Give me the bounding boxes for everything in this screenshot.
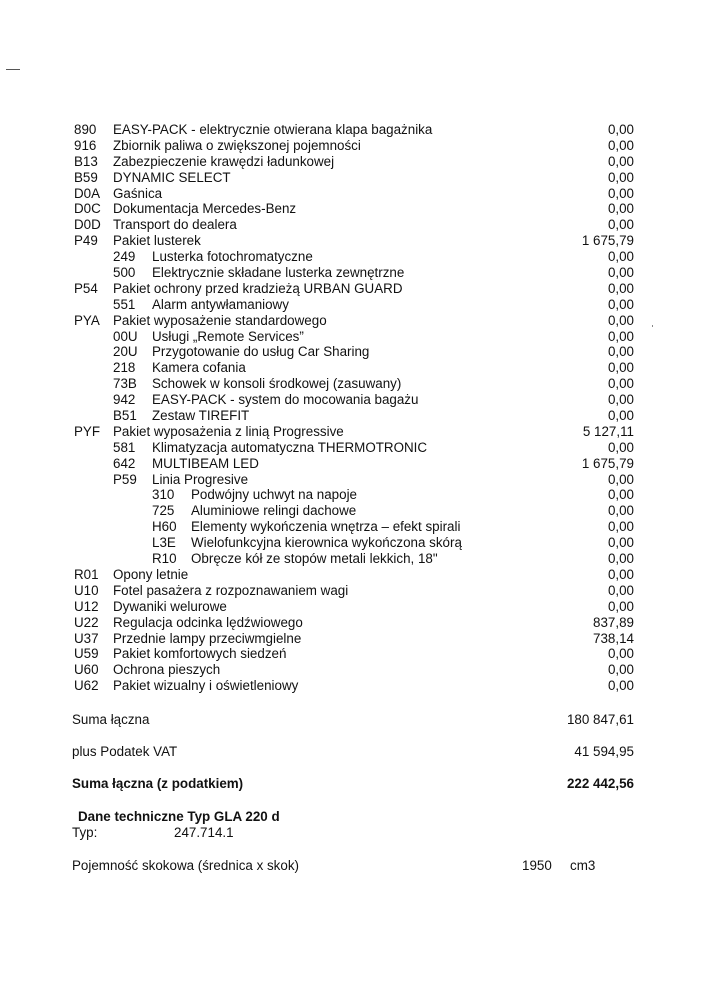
item-price: 0,00 — [607, 280, 634, 296]
item-name: Przednie lampy przeciwmgielne — [113, 630, 302, 646]
item-name: Fotel pasażera z rozpoznawaniem wagi — [113, 582, 349, 598]
line-item — [0, 297, 707, 313]
margin-dash — [6, 69, 20, 70]
equipment-list — [0, 122, 707, 694]
line-item — [0, 456, 707, 472]
item-name: Pakiet ochrony przed kradzieżą URBAN GUARD — [113, 280, 403, 296]
item-name: Ochrona pieszych — [113, 662, 221, 678]
item-name: DYNAMIC SELECT — [113, 169, 231, 185]
item-price: 837,89 — [593, 614, 634, 630]
line-item — [0, 519, 707, 535]
line-item — [0, 392, 707, 408]
item-code: D0C — [74, 201, 101, 217]
item-name: Transport do dealera — [113, 217, 237, 233]
vat-label: plus Podatek VAT — [72, 744, 178, 759]
item-code: 890 — [74, 122, 97, 137]
item-code: R01 — [74, 566, 99, 582]
item-name: EASY-PACK - system do mocowania bagażu — [152, 392, 419, 408]
line-item — [0, 551, 707, 567]
item-price: 0,00 — [607, 503, 634, 519]
displacement-value: 1950 — [522, 858, 552, 873]
item-code: U22 — [74, 614, 99, 630]
item-price: 0,00 — [607, 551, 634, 567]
tech-heading: Dane techniczne Typ GLA 220 d — [78, 809, 280, 824]
item-name: Pakiet lusterek — [113, 233, 201, 249]
item-name: Pakiet wyposażenia z linią Progressive — [113, 423, 344, 439]
item-code: B13 — [74, 153, 98, 169]
item-price: 0,00 — [607, 122, 634, 137]
line-item — [0, 487, 707, 503]
line-item — [0, 313, 707, 329]
item-price: 0,00 — [607, 328, 634, 344]
line-item — [0, 281, 707, 297]
item-code: U12 — [74, 598, 99, 614]
item-name: Schowek w konsoli środkowej (zasuwany) — [152, 376, 402, 392]
item-name: MULTIBEAM LED — [152, 455, 259, 471]
item-name: Dokumentacja Mercedes-Benz — [113, 201, 297, 217]
item-code: PYA — [74, 312, 100, 328]
item-name: Elementy wykończenia wnętrza – efekt spirali — [191, 519, 461, 535]
item-code: 73B — [113, 376, 137, 392]
item-name: Dywaniki welurowe — [113, 598, 227, 614]
item-name: Opony letnie — [113, 566, 189, 582]
item-code: 916 — [74, 137, 97, 153]
item-price: 0,00 — [607, 408, 634, 424]
vat-value: 41 594,95 — [574, 744, 634, 759]
item-name: Lusterka fotochromatyczne — [152, 249, 313, 265]
item-price: 1 675,79 — [581, 455, 634, 471]
item-price: 0,00 — [607, 376, 634, 392]
item-code: U59 — [74, 646, 99, 662]
item-name: Obręcze kół ze stopów metali lekkich, 18" — [191, 551, 438, 567]
item-price: 738,14 — [593, 630, 634, 646]
line-item — [0, 154, 707, 170]
item-name: Pakiet wyposażenie standardowego — [113, 312, 327, 328]
line-item — [0, 186, 707, 202]
item-price: 0,00 — [607, 201, 634, 217]
line-item — [0, 631, 707, 647]
item-code: D0D — [74, 217, 101, 233]
item-code: R10 — [152, 551, 177, 567]
line-item — [0, 329, 707, 345]
item-name: Klimatyzacja automatyczna THERMOTRONIC — [152, 439, 428, 455]
item-code: 725 — [152, 503, 175, 519]
item-name: Pakiet wizualny i oświetleniowy — [113, 678, 299, 694]
item-code: D0A — [74, 185, 101, 201]
item-code: 642 — [113, 455, 136, 471]
displacement-unit: cm3 — [570, 858, 596, 873]
item-name: Linia Progresive — [152, 471, 249, 487]
line-item — [0, 440, 707, 456]
item-price: 0,00 — [607, 535, 634, 551]
line-item — [0, 599, 707, 615]
item-name: Regulacja odcinka lędźwiowego — [113, 614, 303, 630]
line-item — [0, 567, 707, 583]
item-name: Alarm antywłamaniowy — [152, 296, 289, 312]
item-name: Zbiornik paliwa o zwiększonej pojemności — [113, 137, 361, 153]
item-price: 0,00 — [607, 582, 634, 598]
line-item — [0, 408, 707, 424]
item-price: 0,00 — [607, 137, 634, 153]
item-price: 0,00 — [607, 344, 634, 360]
item-code: 500 — [113, 265, 136, 281]
line-item — [0, 170, 707, 186]
item-price: 0,00 — [607, 249, 634, 265]
item-price: 0,00 — [607, 471, 634, 487]
line-item — [0, 201, 707, 217]
item-price: 5 127,11 — [582, 423, 634, 439]
item-code: 20U — [113, 344, 138, 360]
item-name: Aluminiowe relingi dachowe — [191, 503, 357, 519]
item-price: 0,00 — [607, 519, 634, 535]
line-item — [0, 344, 707, 360]
line-item — [0, 217, 707, 233]
item-price: 0,00 — [607, 662, 634, 678]
line-item — [0, 503, 707, 519]
type-label: Typ: — [72, 825, 98, 840]
item-name: Elektrycznie składane lusterka zewnętrzne — [152, 265, 405, 281]
line-item — [0, 249, 707, 265]
sum-label: Suma łączna — [72, 712, 150, 727]
line-item — [0, 233, 707, 249]
line-item — [0, 615, 707, 631]
item-price: 0,00 — [607, 296, 634, 312]
item-price: 0,00 — [607, 646, 634, 662]
line-item — [0, 662, 707, 678]
type-value: 247.714.1 — [174, 825, 234, 840]
item-price: 0,00 — [607, 439, 634, 455]
item-code: 249 — [113, 249, 136, 265]
item-price: 0,00 — [607, 185, 634, 201]
item-price: 0,00 — [607, 598, 634, 614]
item-code: 218 — [113, 360, 136, 376]
line-item — [0, 424, 707, 440]
displacement-label: Pojemność skokowa (średnica x skok) — [72, 858, 299, 873]
line-item — [0, 122, 707, 138]
item-code: 551 — [113, 296, 136, 312]
item-name: Przygotowanie do usług Car Sharing — [152, 344, 370, 360]
item-name: Podwójny uchwyt na napoje — [191, 487, 358, 503]
line-item — [0, 646, 707, 662]
item-code: P54 — [74, 280, 98, 296]
item-price: 0,00 — [607, 566, 634, 582]
item-code: 581 — [113, 439, 136, 455]
item-price: 1 675,79 — [581, 233, 634, 249]
item-code: U60 — [74, 662, 99, 678]
item-name: Usługi „Remote Services” — [152, 328, 304, 344]
line-item — [0, 376, 707, 392]
item-code: 310 — [152, 487, 175, 503]
item-code: B51 — [113, 408, 137, 424]
item-price: 0,00 — [607, 392, 634, 408]
item-code: PYF — [74, 423, 101, 439]
item-price: 0,00 — [607, 487, 634, 503]
line-item — [0, 583, 707, 599]
item-price: 0,00 — [607, 265, 634, 281]
item-code: U10 — [74, 582, 99, 598]
item-name: Zestaw TIREFIT — [152, 408, 250, 424]
item-name: EASY-PACK - elektrycznie otwierana klapa bagażnika — [113, 122, 433, 137]
line-item — [0, 360, 707, 376]
item-price: 0,00 — [607, 169, 634, 185]
item-code: H60 — [152, 519, 177, 535]
sum-value: 180 847,61 — [566, 712, 634, 727]
line-item — [0, 138, 707, 154]
item-price: 0,00 — [607, 312, 634, 328]
item-code: B59 — [74, 169, 98, 185]
item-price: 0,00 — [607, 678, 634, 694]
item-name: Kamera cofania — [152, 360, 246, 376]
item-name: Zabezpieczenie krawędzi ładunkowej — [113, 153, 335, 169]
item-code: 00U — [113, 328, 138, 344]
item-code: L3E — [152, 535, 176, 551]
item-code: U37 — [74, 630, 99, 646]
line-item — [0, 265, 707, 281]
item-code: U62 — [74, 678, 99, 694]
line-item — [0, 535, 707, 551]
item-name: Gaśnica — [113, 185, 163, 201]
gross-label: Suma łączna (z podatkiem) — [72, 776, 244, 791]
item-name: Wielofunkcyjna kierownica wykończona skórą — [191, 535, 462, 551]
item-price: 0,00 — [607, 153, 634, 169]
line-item — [0, 678, 707, 694]
item-code: P59 — [113, 471, 137, 487]
gross-value: 222 442,56 — [566, 776, 634, 791]
item-code: 942 — [113, 392, 136, 408]
item-code: P49 — [74, 233, 98, 249]
item-price: 0,00 — [607, 360, 634, 376]
item-price: 0,00 — [607, 217, 634, 233]
line-item — [0, 472, 707, 488]
item-name: Pakiet komfortowych siedzeń — [113, 646, 287, 662]
